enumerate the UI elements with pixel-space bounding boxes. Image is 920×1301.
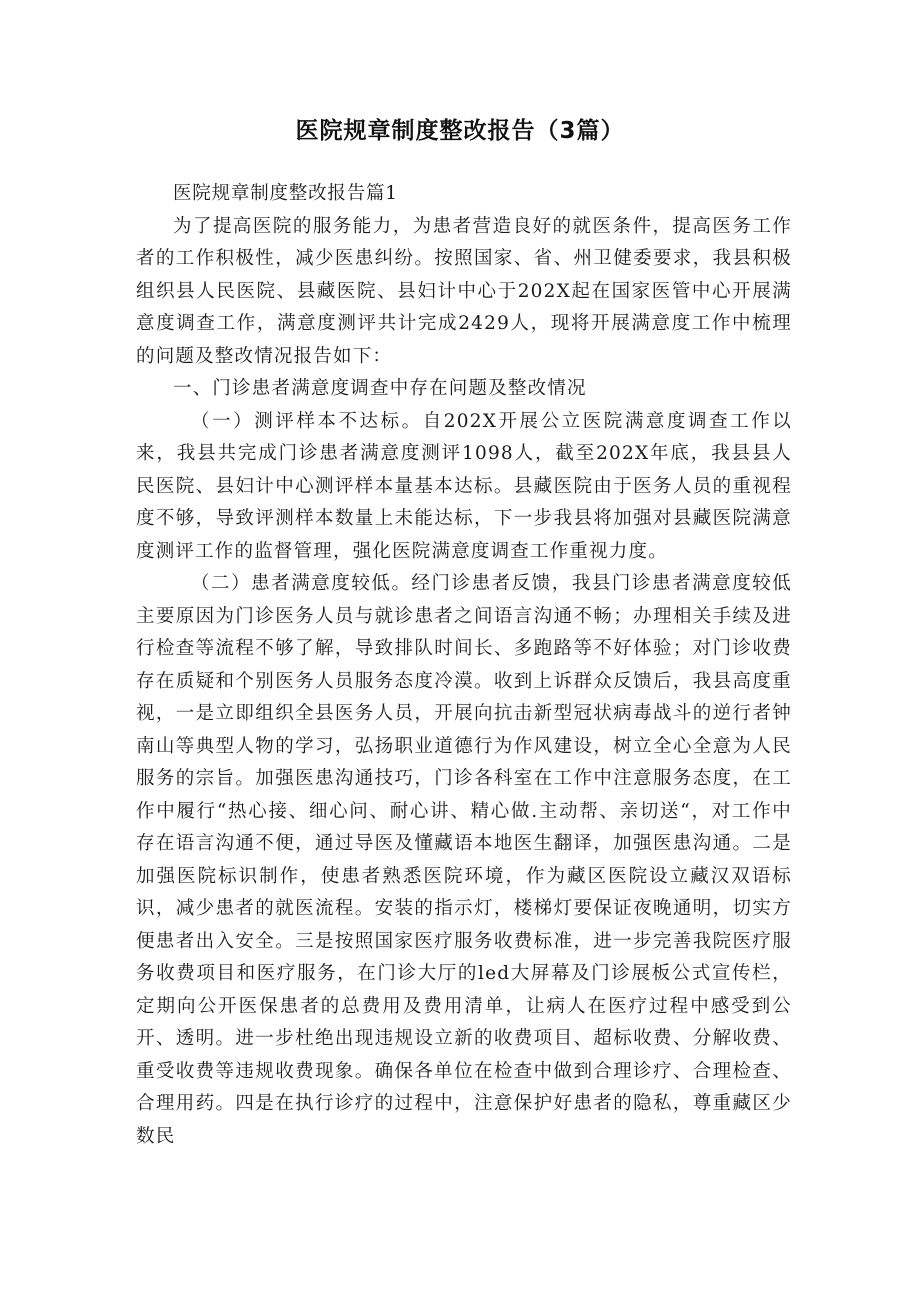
paragraph-low-satisfaction: （二）患者满意度较低。经门诊患者反馈，我县门诊患者满意度较低主要原因为门诊医务人员与就诊患者之间语言沟通不畅；办理相关手续及进行检查等流程不够了解，导致排队时间长、多跑路等不好体验；对门诊收费存在质疑和个别医务人员服务态度冷漠。收到上诉群众反馈后，我县高度重视，一是立即组织全县医务人员，开展向抗击新型冠状病毒战斗的逆行者钟南山等典型人物的学习，弘扬职业道德行为作风建设，树立全心全意为人民服务的宗旨。加强医患沟通技巧，门诊各科室在工作中注意服务态度，在工作中履行“热心接、细心问、耐心讲、精心做.主动帮、亲切送“，对工作中存在语言沟通不便，通过导医及懂藏语本地医生翻译，加强医患沟通。二是加强医院标识制作，使患者熟悉医院环境，作为藏区医院设立藏汉双语标识，减少患者的就医流程。安装的指示灯，楼梯灯要保证夜晚通明，切实方便患者出入安全。三是按照国家医疗服务收费标准，进一步完善我院医疗服务收费项目和医疗服务，在门诊大厅的led大屏幕及门诊展板公式宣传栏，定期向公开医保患者的总费用及费用清单，让病人在医疗过程中感受到公开、透明。进一步杜绝出现违规设立新的收费项目、超标收费、分解收费、重受收费等违规收费现象。确保各单位在检查中做到合理诊疗、合理检查、合理用药。四是在执行诊疗的过程中，注意保护好患者的隐私，尊重藏区少数民 bbox=[136, 573, 792, 1147]
document-body bbox=[136, 178, 792, 1153]
paragraph-sample-size: （一）测评样本不达标。自202X开展公立医院满意度调查工作以来，我县共完成门诊患者满意度测评1098人，截至202X年底，我县县人民医院、县妇计中心测评样本量基本达标。县藏医院由于医务人员的重视程度不够，导致评测样本数量上未能达标，下一步我县将加强对县藏医院满意度测评工作的监督管理，强化医院满意度调查工作重视力度。 bbox=[136, 410, 792, 562]
section-heading: 医院规章制度整改报告篇1 bbox=[173, 183, 398, 204]
section-heading-outpatient: 一、门诊患者满意度调查中存在问题及整改情况 bbox=[173, 378, 587, 399]
paragraph-intro: 为了提高医院的服务能力，为患者营造良好的就医条件，提高医务工作者的工作积极性，减少医患纠纷。按照国家、省、州卫健委要求，我县积极组织县人民医院、县藏医院、县妇计中心于202X起在国家医管中心开展满意度调查工作，满意度测评共计完成2429人，现将开展满意度工作中梳理的问题及整改情况报告如下： bbox=[136, 215, 792, 367]
document-title: 医院规章制度整改报告（3篇） bbox=[295, 118, 625, 144]
